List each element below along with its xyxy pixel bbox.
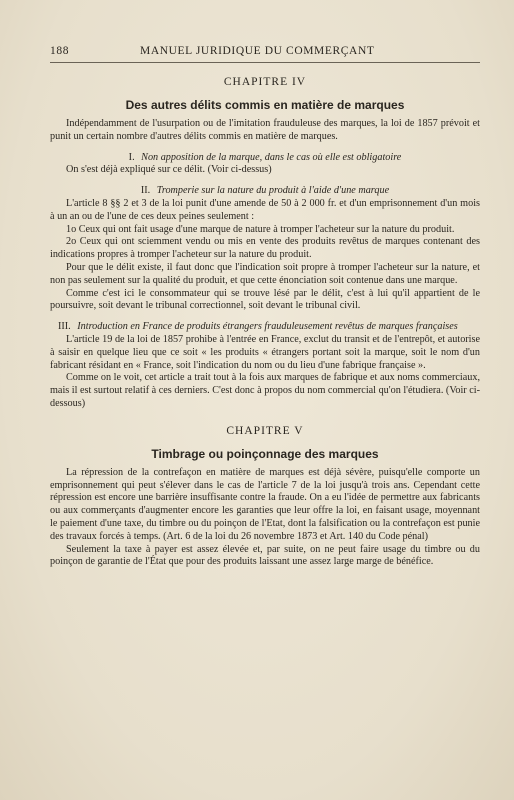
- section-2-paragraph-5: Comme c'est ici le consommateur qui se trouve lésé par le délit, c'est à lui qu'il appartient de le poursuivre, soit devant le tribunal correctionnel, soit devant le tribunal civil.: [50, 287, 480, 312]
- chapter-5-paragraph-1: La répression de la contrefaçon en matière de marques est déjà sévère, puisqu'elle comporte un emprisonnement qui peut s'élever dans le cas de l'article 7 de la loi jusqu'à trois ans. Cependant cette répression est encore une barrière insuffisante contre la fraude. On a eu l'idée de permettre aux fabricants ou aux commerçants d'augmenter encore les garanties que leur offre la loi, en faisant usage, moyennant le paiement d'une taxe, du timbre ou du poinçon de l'Etat, dont la falsification ou la contrefaçon est punie des travaux forcés à temps. (Art. 6 de la loi du 26 novembre 1873 et Art. 140 du Code pénal): [50, 466, 480, 542]
- chapter-4-title: Des autres délits commis en matière de marques: [125, 98, 405, 112]
- chapter-4-label: CHAPITRE IV: [223, 76, 307, 88]
- section-2-paragraph-3: 2o Ceux qui ont sciemment vendu ou mis en vente des produits revêtus de marques contenant des indications propres à tromper l'acheteur sur la nature du produit.: [50, 236, 480, 261]
- running-title: MANUEL JURIDIQUE DU COMMERÇANT: [140, 45, 375, 57]
- chapter-5-title: Timbrage ou poinçonnage des marques: [151, 446, 379, 461]
- section-2-paragraph-4: Pour que le délit existe, il faut donc que l'indication soit propre à tromper l'acheteur sur la nature, et non pas seulement sur la qualité du produit, et que cette énonciation soit contenue dans une marque.: [50, 261, 480, 286]
- section-3-paragraph-1: L'article 19 de la loi de 1857 prohibe à l'entrée en France, exclut du transit et de l'entrepôt, et autorise à saisir en quelque lieu que ce soit « les produits « étrangers portant soit la marque, soit le nom d'un fabricant résidant en « France, soit l'indication du nom ou du lieu d'une fabrique française ».: [50, 333, 480, 371]
- section-3-title: Introduction en France de produits étrangers frauduleusement revêtus de marques françaises: [77, 321, 458, 333]
- section-1-heading: [50, 152, 480, 165]
- section-3-number: III.: [58, 321, 71, 333]
- section-2-heading: [50, 185, 480, 198]
- chapter-5-paragraph-2: Seulement la taxe à payer est assez élevée et, par suite, on ne peut faire usage du timbre ou du poinçon de garantie de l'État que pour des produits laissant une assez large marge de bénéfice.: [50, 543, 480, 568]
- chapter-5-label: CHAPITRE V: [226, 424, 304, 437]
- header-rule: [50, 62, 480, 63]
- page-number: 188: [50, 45, 70, 57]
- section-1-title: Non apposition de la marque, dans le cas où elle est obligatoire: [141, 151, 402, 163]
- section-2-paragraph-2: 1o Ceux qui ont fait usage d'une marque de nature à tromper l'acheteur sur la nature du produit.: [66, 223, 455, 235]
- section-3-heading: [58, 321, 480, 334]
- section-1-number: I.: [128, 151, 135, 163]
- section-1-paragraph: On s'est déjà expliqué sur ce délit. (Voir ci-dessus): [66, 164, 272, 176]
- running-head: [50, 45, 480, 57]
- chapter-4-intro: Indépendamment de l'usurpation ou de l'imitation frauduleuse des marques, la loi de 1857 prévoit et punit un certain nombre d'autres délits commis en matière de marques.: [50, 118, 480, 142]
- section-2-number: II.: [140, 185, 151, 197]
- section-2-title: Tromperie sur la nature du produit à l'aide d'une marque: [156, 185, 390, 197]
- section-2-paragraph-1: L'article 8 §§ 2 et 3 de la loi punit d'une amende de 50 à 2 000 fr. et d'un emprisonnement d'un mois à un an ou de l'une de ces deux peines seulement :: [50, 197, 480, 222]
- section-3-paragraph-2: Comme on le voit, cet article a trait tout à la fois aux marques de fabrique et aux noms commerciaux, mais il est surtout relatif à ces derniers. C'est donc à propos du nom commercial qu'on l'étudiera. (Voir ci-dessous): [50, 372, 480, 409]
